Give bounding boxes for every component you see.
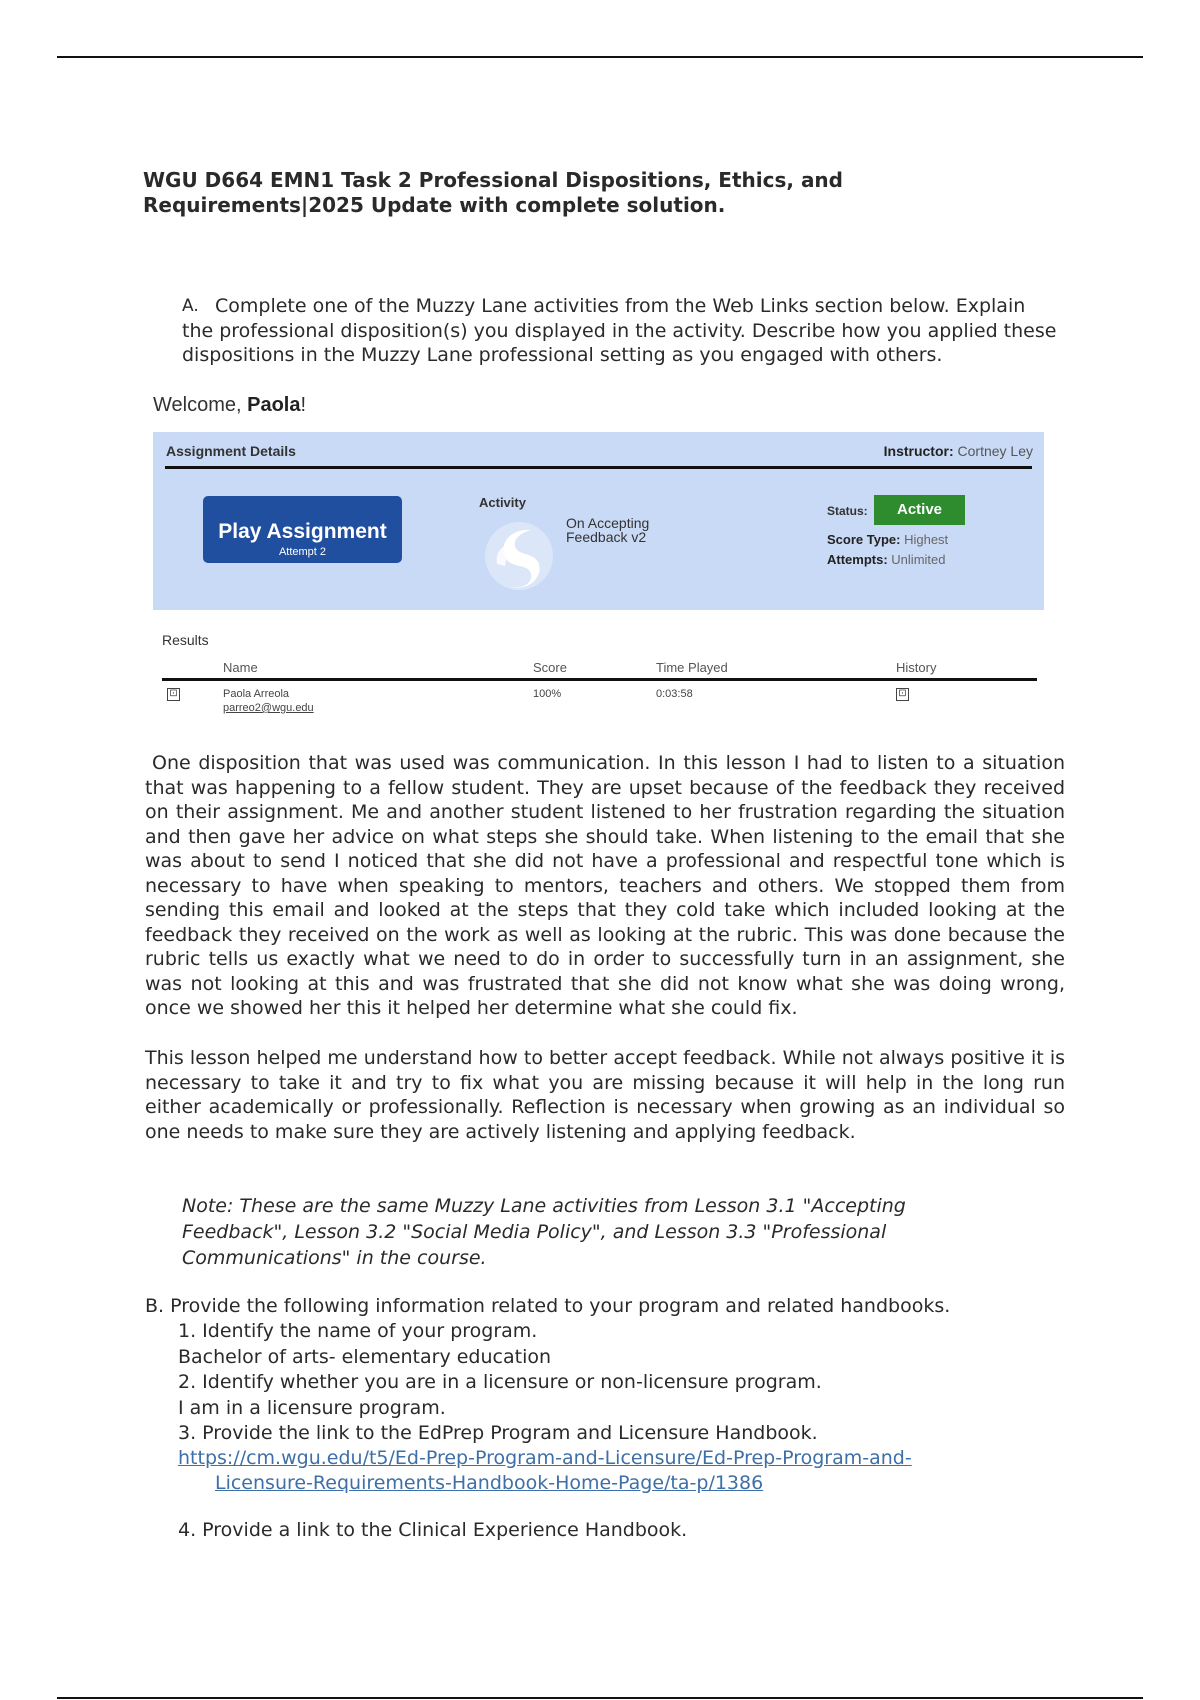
- assignment-details-panel: [153, 432, 1044, 610]
- score-type-label: Score Type:: [827, 532, 901, 547]
- question-1: 1. Identify the name of your program.: [178, 1320, 538, 1342]
- status-badge: Active: [874, 495, 965, 525]
- attempts-label: Attempts:: [827, 552, 888, 567]
- note-text: Note: These are the same Muzzy Lane activities from Lesson 3.1 "Accepting Feedback", Lesson 3.2 "Social Media Policy", and Lesson 3.3 "Professional Communications" in the course.: [182, 1195, 906, 1269]
- activity-label: Activity: [479, 495, 526, 510]
- column-header-time-played: Time Played: [656, 660, 728, 675]
- column-header-name: Name: [223, 660, 258, 675]
- attempt-label: Attempt 2: [278, 545, 327, 558]
- question-4: 4. Provide a link to the Clinical Experience Handbook.: [178, 1519, 688, 1541]
- document-title: WGU D664 EMN1 Task 2 Professional Dispositions, Ethics, and Requirements|2025 Update with complete solution.: [143, 168, 843, 217]
- answer-paragraph-2: This lesson helped me understand how to better accept feedback. While not always positive it is necessary to take it and try to fix what you are missing because it will help in the long run either academically or professionally. Reflection is necessary when growing as an individual so one needs to make sure they are actively listening and applying feedback.: [145, 1047, 1065, 1143]
- play-assignment-label: Play Assignment: [218, 519, 387, 543]
- question-3: 3. Provide the link to the EdPrep Program and Licensure Handbook.: [178, 1422, 818, 1444]
- section-a-prompt: Complete one of the Muzzy Lane activities from the Web Links section below. Explain the professional disposition(s) you displayed in the activity. Describe how you applied these dispositions in the Muzzy Lane professional setting as you engaged with others.: [182, 295, 1057, 366]
- instructor-info: [884, 443, 1033, 459]
- results-divider: [162, 678, 1037, 681]
- attempts: [827, 552, 945, 567]
- activity-name: On Accepting Feedback v2: [566, 515, 650, 545]
- score-type-value: Highest: [904, 532, 949, 547]
- section-a: [182, 294, 1062, 368]
- result-email-link[interactable]: parreo2@wgu.edu: [223, 702, 314, 714]
- section-b-header: B. Provide the following information related to your program and related handbooks.: [145, 1295, 951, 1317]
- result-time-played: 0:03:58: [656, 688, 693, 700]
- answer-2: I am in a licensure program.: [178, 1397, 446, 1419]
- top-rule: [57, 56, 1143, 58]
- play-assignment-button[interactable]: [203, 496, 402, 563]
- attempts-value: Unlimited: [891, 552, 946, 567]
- section-a-marker: A.: [182, 296, 199, 316]
- header-divider: [165, 466, 1032, 469]
- answer-paragraph-1: One disposition that was used was communication. In this lesson I had to listen to a situation that was happening to a fellow student. They are upset because of the feedback they received on their assignment. Me and another student listened to her frustration regarding the situation and then gave her advice on what steps she should take. When listening to the email that she was about to send I noticed that she did not have a professional and respectful tone which is necessary to have when speaking to mentors, teachers and others. We stopped them from sending this email and looked at the steps that they cold take which included looking at the feedback they received on the work as well as looking at the rubric. This was done because the rubric tells us exactly what we need to do in order to successfully turn in an assignment, she was not looking at this and was frustrated that she did not know what she was doing wrong, once we showed her this it helped her determine what she could fix.: [145, 752, 1065, 1019]
- column-header-history: History: [896, 660, 937, 675]
- welcome-suffix: !: [300, 394, 307, 416]
- answer-1: Bachelor of arts- elementary education: [178, 1346, 552, 1368]
- handbook-link-line-2[interactable]: Licensure-Requirements-Handbook-Home-Page/ta-p/1386: [215, 1472, 764, 1494]
- activity-logo-icon: [479, 516, 559, 596]
- bottom-rule: [57, 1697, 1143, 1699]
- column-header-score: Score: [533, 660, 567, 675]
- welcome-greeting: Welcome,: [153, 394, 248, 416]
- handbook-link-line-1[interactable]: https://cm.wgu.edu/t5/Ed-Prep-Program-and-Licensure/Ed-Prep-Program-and-: [178, 1447, 912, 1469]
- expand-row-icon[interactable]: ⊡: [167, 688, 180, 701]
- score-type: [827, 532, 948, 547]
- result-score: 100%: [533, 688, 562, 700]
- results-title: Results: [162, 632, 209, 648]
- result-name: Paola Arreola: [223, 688, 290, 700]
- history-icon[interactable]: ⊡: [896, 688, 909, 701]
- results-table: [153, 622, 1044, 717]
- welcome-name: Paola: [247, 394, 301, 416]
- assignment-details-label: Assignment Details: [166, 443, 296, 459]
- instructor-label: Instructor:: [883, 443, 954, 459]
- question-2: 2. Identify whether you are in a licensure or non-licensure program.: [178, 1371, 822, 1393]
- instructor-name: Cortney Ley: [957, 443, 1033, 459]
- welcome-message: [153, 394, 306, 417]
- status-label: Status:: [827, 504, 868, 518]
